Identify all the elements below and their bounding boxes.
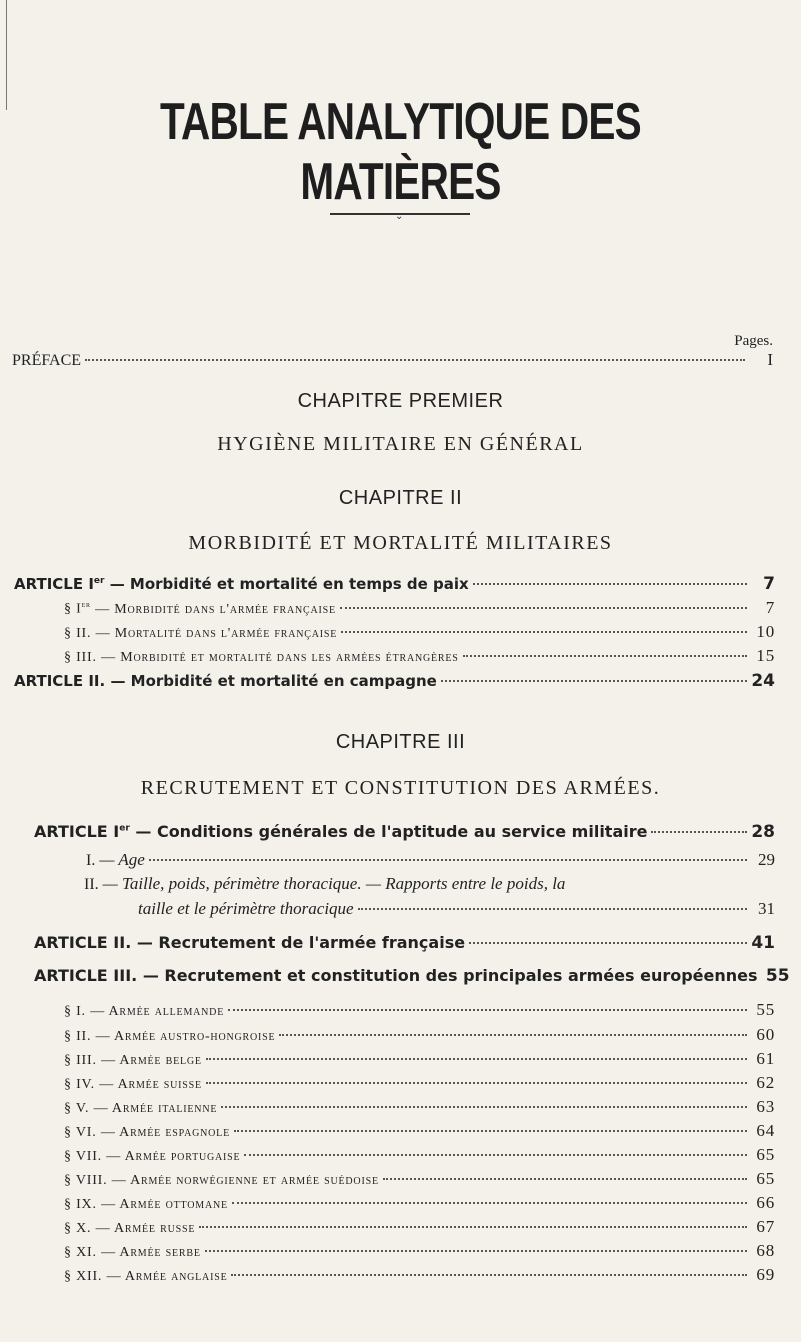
dot-leader (244, 1154, 747, 1156)
dot-leader (234, 1130, 747, 1132)
toc-row-section[interactable] (64, 1241, 775, 1261)
toc-page: 28 (751, 822, 775, 842)
toc-num: § VIII. (64, 1173, 108, 1188)
toc-row-section[interactable] (64, 1145, 775, 1165)
dot-leader (441, 680, 747, 682)
toc-page: 65 (756, 1169, 775, 1188)
toc-page: 55 (765, 966, 790, 986)
toc-num: ARTICLE II. (34, 933, 132, 952)
toc-num: § II. (64, 626, 92, 641)
toc-row-section[interactable] (64, 1025, 775, 1045)
dot-leader (199, 1226, 747, 1228)
dot-leader (463, 655, 747, 657)
toc-row-section[interactable] (64, 1169, 775, 1189)
chapter-subtitle: MORBIDITÉ ET MORTALITÉ MILITAIRES (188, 532, 613, 554)
toc-row-section[interactable] (64, 646, 775, 666)
toc-row-article[interactable] (34, 966, 790, 986)
toc-text: — Morbidité et mortalité dans les armées étrangères (101, 650, 459, 665)
toc-num: § I. (64, 1004, 86, 1019)
toc-row-section[interactable] (64, 1193, 775, 1213)
toc-page: 10 (756, 622, 775, 641)
dot-leader (358, 908, 747, 910)
toc-text: — Recrutement et constitution des principales armées européennes (142, 966, 758, 985)
toc-row-continuation[interactable] (138, 899, 775, 919)
toc-num: § II. (64, 1029, 92, 1044)
toc-page: 24 (751, 671, 775, 691)
toc-text: — Age (99, 850, 145, 869)
page-title: TABLE ANALYTIQUE DES MATIÈRES (160, 93, 641, 211)
toc-page: 7 (765, 598, 775, 617)
toc-page: 68 (756, 1241, 775, 1260)
toc-row-section[interactable] (64, 1049, 775, 1069)
toc-row-section[interactable] (64, 1217, 775, 1237)
toc-text: — Armée austro-hongroise (95, 1029, 276, 1044)
toc-page: 7 (763, 574, 775, 594)
dot-leader (85, 359, 745, 361)
dot-leader (231, 1274, 747, 1276)
dot-leader (469, 942, 747, 944)
toc-row-article[interactable] (34, 822, 775, 842)
toc-row-preface[interactable] (12, 350, 773, 370)
toc-page: 64 (756, 1121, 775, 1140)
toc-page: I (767, 350, 773, 369)
pages-column-header: Pages. (734, 333, 773, 349)
toc-page: 62 (756, 1073, 775, 1092)
toc-row-section[interactable] (64, 1097, 775, 1117)
toc-row-article[interactable] (14, 574, 775, 594)
toc-text: taille et le périmètre thoracique (138, 899, 354, 918)
toc-num: ARTICLE II. (14, 672, 106, 690)
toc-text: — Armée espagnole (100, 1125, 230, 1140)
toc-row-section[interactable] (64, 1265, 775, 1285)
chapter-subtitle: RECRUTEMENT ET CONSTITUTION DES ARMÉES. (140, 777, 661, 799)
toc-page: 66 (756, 1193, 775, 1212)
toc-page: 60 (756, 1025, 775, 1044)
toc-num: § Ier (64, 599, 91, 617)
toc-text: — Taille, poids, périmètre thoracique. — Rapports entre le poids, la (102, 874, 566, 893)
toc-text: — Armée belge (101, 1053, 202, 1068)
toc-text: — Morbidité et mortalité en campagne (110, 672, 437, 690)
toc-num: § VI. (64, 1125, 97, 1140)
dot-leader (340, 607, 747, 609)
dot-leader (206, 1082, 747, 1084)
chapter-heading: CHAPITRE PREMIER (297, 390, 504, 412)
toc-page: 15 (756, 646, 775, 665)
toc-row-article[interactable] (14, 671, 775, 691)
toc-page: 61 (756, 1049, 775, 1068)
toc-label: PRÉFACE (12, 352, 82, 369)
toc-num: § X. (64, 1221, 92, 1236)
toc-num: ARTICLE Ier (34, 822, 130, 841)
toc-num: § VII. (64, 1149, 102, 1164)
dot-leader (279, 1034, 747, 1036)
chapter-heading: CHAPITRE III (335, 731, 466, 753)
toc-row-section[interactable] (64, 1073, 775, 1093)
toc-text: — Armée suisse (99, 1077, 202, 1092)
toc-num: II. (84, 876, 99, 893)
toc-num: § III. (64, 1053, 97, 1068)
toc-page: 63 (756, 1097, 775, 1116)
dot-leader (221, 1106, 747, 1108)
toc-text: — Armée italienne (93, 1101, 218, 1116)
toc-page: 31 (758, 899, 775, 918)
toc-page: 67 (756, 1217, 775, 1236)
toc-text: — Armée anglaise (106, 1269, 228, 1284)
toc-row-subsection[interactable] (84, 874, 565, 894)
dot-leader (341, 631, 747, 633)
dot-leader (228, 1009, 747, 1011)
toc-num: § III. (64, 650, 97, 665)
dot-leader (206, 1058, 747, 1060)
toc-num: § IX. (64, 1197, 97, 1212)
dot-leader (383, 1178, 747, 1180)
chapter-subtitle: HYGIÈNE MILITAIRE EN GÉNÉRAL (217, 433, 584, 455)
toc-text: — Armée norwégienne et armée suédoise (111, 1173, 379, 1188)
toc-text: — Armée portugaise (106, 1149, 241, 1164)
dot-leader (149, 859, 747, 861)
toc-text: — Morbidité dans l'armée française (95, 602, 336, 617)
toc-row-section[interactable] (64, 598, 775, 618)
chapter-heading: CHAPITRE II (338, 487, 463, 509)
toc-num: ARTICLE Ier (14, 575, 105, 593)
toc-row-section[interactable] (64, 1121, 775, 1141)
dot-leader (473, 583, 747, 585)
toc-text: — Conditions générales de l'aptitude au service militaire (135, 822, 648, 841)
page-edge-line (6, 0, 7, 110)
toc-num: § XII. (64, 1269, 103, 1284)
toc-text: — Armée serbe (101, 1245, 201, 1260)
toc-text: — Armée russe (95, 1221, 196, 1236)
toc-num: § XI. (64, 1245, 97, 1260)
toc-text: — Morbidité et mortalité en temps de paix (109, 575, 469, 593)
toc-row-subsection[interactable] (86, 850, 775, 870)
toc-text: — Armée ottomane (101, 1197, 228, 1212)
toc-page: 41 (751, 933, 775, 953)
toc-row-section[interactable] (64, 622, 775, 642)
toc-num: I. (86, 852, 96, 869)
toc-text: — Recrutement de l'armée française (136, 933, 466, 952)
toc-page: 55 (756, 1000, 775, 1019)
toc-page: 69 (756, 1265, 775, 1284)
toc-num: § IV. (64, 1077, 95, 1092)
toc-num: § V. (64, 1101, 90, 1116)
dot-leader (232, 1202, 747, 1204)
toc-row-section[interactable] (64, 1000, 775, 1020)
dot-leader (651, 831, 747, 833)
toc-text: — Armée allemande (90, 1004, 225, 1019)
toc-text: — Mortalité dans l'armée française (95, 626, 338, 641)
rule-ornament: ⌄ (395, 211, 404, 222)
toc-page: 29 (758, 850, 775, 869)
dot-leader (205, 1250, 747, 1252)
toc-page: 65 (756, 1145, 775, 1164)
toc-num: ARTICLE III. (34, 966, 138, 985)
toc-row-article[interactable] (34, 933, 775, 953)
